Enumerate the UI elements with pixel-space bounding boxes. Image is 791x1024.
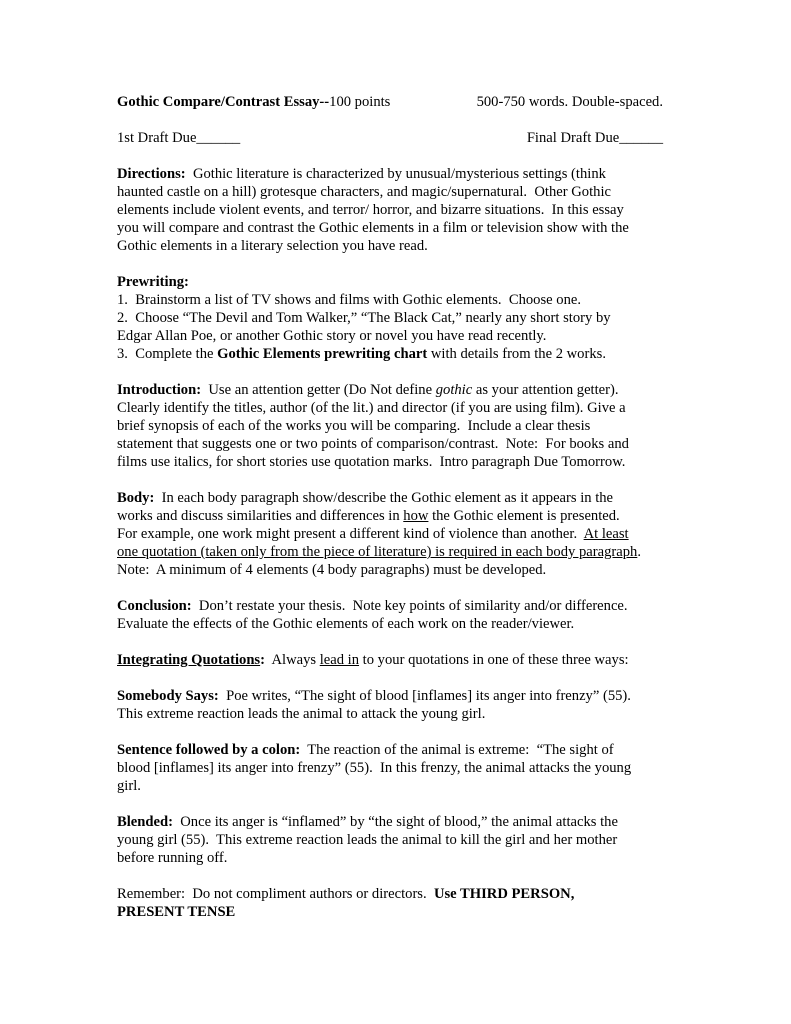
directions-label: Directions:: [117, 166, 186, 182]
introduction-label: Introduction:: [117, 382, 202, 398]
prewriting-item-3: 3. Complete the Gothic Elements prewriting chart with details from the 2 works.: [117, 346, 606, 362]
somebody-says-example: Somebody Says: Poe writes, “The sight of blood [inflames] its anger into frenzy” (55). This extreme reaction leads the animal to attack the young girl.: [117, 688, 631, 722]
integrating-quotations-label: Integrating Quotations: [117, 652, 261, 668]
prewriting-item-2: 2. Choose “The Devil and Tom Walker,” “The Black Cat,” nearly any short story by: [117, 310, 611, 326]
body-label: Body:: [117, 490, 155, 506]
due-dates: [117, 129, 677, 147]
word-requirement: 500-750 words. Double-spaced.: [476, 94, 663, 110]
remember-note: Remember: Do not compliment authors or directors. Use THIRD PERSON, PRESENT TENSE: [117, 886, 575, 920]
essay-header: [117, 93, 677, 111]
essay-title: Gothic Compare/Contrast Essay--100 points: [117, 94, 391, 110]
introduction-section: Introduction: Use an attention getter (Do Not define gothic as your attention getter). Clearly identify the titles, author (of the lit.) and director (if you are using film). Give a brief synopsis of each of the works you will be comparing. Include a clear thesis statement that suggests one or two points of comparison/contrast. Note: For books and films use italics, for short stories use quotation marks. Intro paragraph Due Tomorrow.: [117, 382, 629, 470]
document-page: [117, 93, 677, 939]
colon-example: Sentence followed by a colon: The reaction of the animal is extreme: “The sight of blood [inflames] its anger into frenzy” (55). In this frenzy, the animal attacks the young girl.: [117, 742, 632, 794]
conclusion-label: Conclusion:: [117, 598, 192, 614]
prewriting-item-1: 1. Brainstorm a list of TV shows and films with Gothic elements. Choose one.: [117, 292, 581, 308]
body-section: Body: In each body paragraph show/describe the Gothic element as it appears in the works and discuss similarities and differences in how the Gothic element is presented. For example, one work might present a different kind of violence than another. At least one quotation (taken only from the piece of literature) is required in each body paragraph. Note: A minimum of 4 elements (4 body paragraphs) must be developed.: [117, 490, 641, 578]
blended-example: Blended: Once its anger is “inflamed” by “the sight of blood,” the animal attacks the young girl (55). This extreme reaction leads the animal to kill the girl and her mother before running off.: [117, 814, 618, 866]
directions-section: Directions: Gothic literature is characterized by unusual/mysterious settings (think haunted castle on a hill) grotesque characters, and magic/supernatural. Other Gothic elements include violent events, and terror/ horror, and bizarre situations. In this essay you will compare and contrast the Gothic elements in a film or television show with the Gothic elements in a literary selection you have read.: [117, 166, 629, 254]
final-draft-due: Final Draft Due______: [526, 130, 663, 146]
colon-example-label: Sentence followed by a colon:: [117, 742, 301, 758]
first-draft-due: 1st Draft Due______: [117, 130, 241, 146]
prewriting-label: Prewriting:: [117, 274, 189, 290]
conclusion-section: Conclusion: Don’t restate your thesis. Note key points of similarity and/or difference. Evaluate the effects of the Gothic elements of each work on the reader/viewer.: [117, 598, 628, 632]
prewriting-section: Prewriting: 1. Brainstorm a list of TV shows and films with Gothic elements. Choose one. 2. Choose “The Devil and Tom Walker,” “The Black Cat,” nearly any short story by Edgar Allan Poe, or another Gothic story or novel you have read recently. 3. Complete the Gothic Elements prewriting chart with details from the 2 works.: [117, 273, 677, 363]
blended-label: Blended:: [117, 814, 173, 830]
integrating-quotations-section: Integrating Quotations: Always lead in to your quotations in one of these three ways:: [117, 652, 629, 668]
somebody-says-label: Somebody Says:: [117, 688, 219, 704]
